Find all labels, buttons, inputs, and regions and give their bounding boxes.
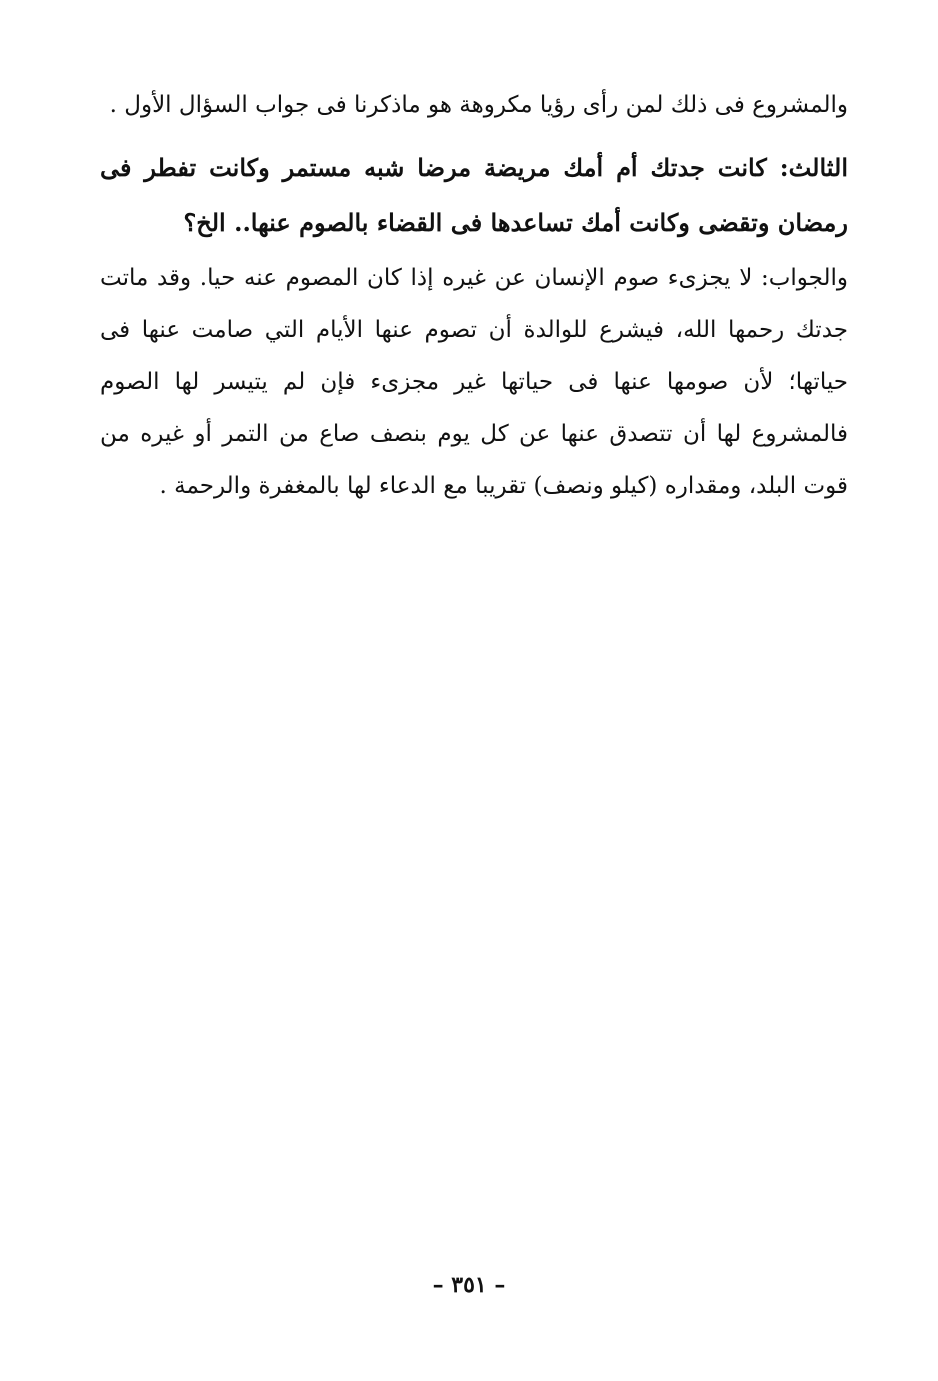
answer-paragraph: والجواب: لا يجزىء صوم الإنسان عن غيره إذا كان المصوم عنه حيا. وقد ماتت جدتك رحمها الله، فيشرع للوالدة أن تصوم عنها الأيام التي صامت عنها فى حياتها؛ لأن صومها عنها فى حياتها غير مجزىء فإن لم يتيسر لها الصوم فالمشروع لها أن تتصدق عنها عن كل يوم بنصف صاع من التمر أو غيره من قوت البلد، ومقداره (كيلو ونصف) تقريبا مع الدعاء لها بالمغفرة والرحمة . — [100, 265, 848, 499]
page-content — [100, 78, 848, 512]
page-number: – ٣٥١ – — [432, 1272, 506, 1298]
intro-paragraph: والمشروع فى ذلك لمن رأى رؤيا مكروهة هو ماذكرنا فى جواب السؤال الأول . — [109, 92, 848, 118]
question-paragraph: الثالث: كانت جدتك أم أمك مريضة مرضا شبه مستمر وكانت تفطر فى رمضان وتقضى وكانت أمك تساعدها فى القضاء بالصوم عنها.. الخ؟ — [100, 153, 848, 237]
